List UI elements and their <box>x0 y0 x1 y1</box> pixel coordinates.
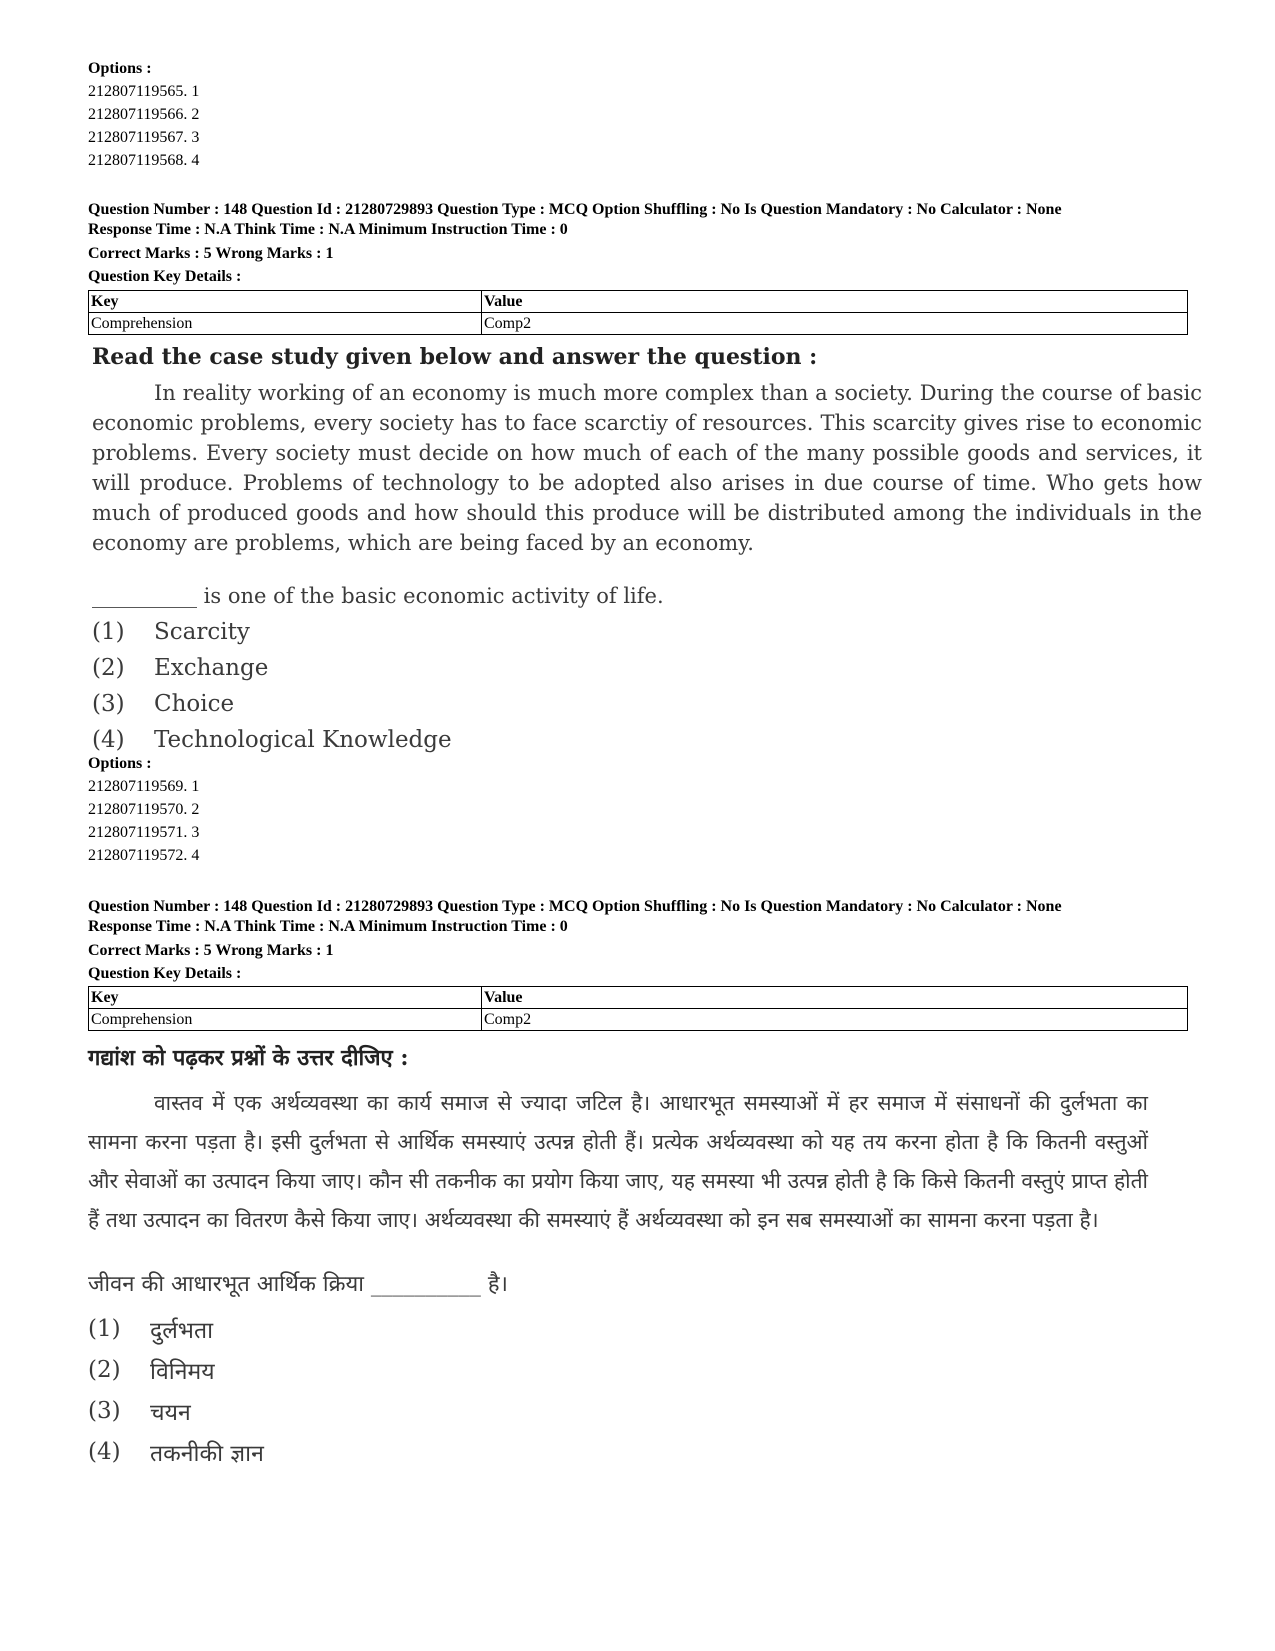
option-item: 212807119572. 4 <box>88 847 200 864</box>
table-row <box>89 1009 1188 1031</box>
options-label: Options : <box>88 755 152 772</box>
choice-number: (3) <box>88 1397 121 1424</box>
options-block <box>88 752 1188 867</box>
question-text: __________ is one of the basic economic activity of life. <box>92 584 664 608</box>
table-header-row <box>89 987 1188 1009</box>
question-meta <box>88 897 1188 937</box>
case-study-title: Read the case study given below and answer the question : <box>92 344 818 370</box>
choice-number: (1) <box>92 619 125 645</box>
case-study-title: गद्यांश को पढ़कर प्रश्नों के उत्तर दीजिए : <box>88 1045 409 1071</box>
question-key-details-label: Question Key Details : <box>88 268 242 285</box>
choice-text: तकनीकी ज्ञान <box>150 1440 264 1467</box>
choice-text: चयन <box>150 1399 191 1426</box>
question-meta-line: Question Number : 148 Question Id : 21280729893 Question Type : MCQ Option Shuffling : No Is Question Mandatory : No Calculator : None <box>88 898 1062 915</box>
table-cell-key: Comprehension <box>89 313 482 335</box>
choice-item <box>92 686 1202 722</box>
table-row <box>89 313 1188 335</box>
option-item: 212807119568. 4 <box>88 152 200 169</box>
question-meta-line: Question Number : 148 Question Id : 21280729893 Question Type : MCQ Option Shuffling : No Is Question Mandatory : No Calculator : None <box>88 201 1062 218</box>
choice-text: Exchange <box>154 655 269 681</box>
question-key-table <box>88 986 1188 1031</box>
table-header-key: Key <box>89 291 482 313</box>
choice-item <box>88 1431 1148 1472</box>
question-meta-line: Response Time : N.A Think Time : N.A Minimum Instruction Time : 0 <box>88 918 568 935</box>
question-marks-block <box>88 939 1188 985</box>
table-header-value: Value <box>482 291 1188 313</box>
question-key-table <box>88 290 1188 335</box>
choice-text: Scarcity <box>154 619 250 645</box>
choice-text: विनिमय <box>150 1358 215 1385</box>
option-item: 212807119569. 1 <box>88 778 200 795</box>
choice-list <box>92 614 1202 758</box>
table-header-row <box>89 291 1188 313</box>
choice-number: (2) <box>88 1356 121 1383</box>
choice-text: Technological Knowledge <box>154 727 452 753</box>
question-meta <box>88 200 1188 240</box>
question-meta-line: Response Time : N.A Think Time : N.A Minimum Instruction Time : 0 <box>88 221 568 238</box>
choice-text: Choice <box>154 691 235 717</box>
choice-item <box>88 1349 1148 1390</box>
question-image-english <box>92 344 1202 758</box>
choice-list <box>88 1308 1148 1472</box>
choice-number: (2) <box>92 655 125 681</box>
case-study-text: In reality working of an economy is much more complex than a society. During the course of basic economic problems, every society has to face scarctiy of resources. This scarcity gives rise to economic problems. Every society must decide on how much of each of the many possible goods and services, it will produce. Problems of technology to be adopted also arises in due course of time. Who gets how much of produced goods and how should this produce will be distributed among the individuals in the economy are problems, which are being faced by an economy. <box>92 381 1202 555</box>
question-marks-block <box>88 242 1188 288</box>
choice-number: (3) <box>92 691 125 717</box>
option-item: 212807119566. 2 <box>88 106 200 123</box>
question-image-hindi <box>88 1042 1148 1472</box>
choice-number: (4) <box>88 1438 121 1465</box>
options-label: Options : <box>88 60 152 77</box>
table-cell-value: Comp2 <box>482 1009 1188 1031</box>
choice-item <box>88 1308 1148 1349</box>
option-item: 212807119567. 3 <box>88 129 200 146</box>
table-header-key: Key <box>89 987 482 1009</box>
choice-text: दुर्लभता <box>150 1317 214 1344</box>
choice-item <box>88 1390 1148 1431</box>
question-key-details-label: Question Key Details : <box>88 965 242 982</box>
option-item: 212807119570. 2 <box>88 801 200 818</box>
choice-number: (4) <box>92 727 125 753</box>
choice-item <box>92 614 1202 650</box>
table-cell-key: Comprehension <box>89 1009 482 1031</box>
choice-item <box>92 650 1202 686</box>
question-text: जीवन की आधारभूत आर्थिक क्रिया __________ है। <box>88 1272 508 1297</box>
case-study-text: वास्तव में एक अर्थव्यवस्था का कार्य समाज से ज्यादा जटिल है। आधारभूत समस्याओं में हर समाज में संसाधनों की दुर्लभता का सामना करना पड़ता है। इसी दुर्लभता से आर्थिक समस्याएं उत्पन्न होती हैं। प्रत्येक अर्थव्यवस्था को यह तय करना होता है कि कितनी वस्तुओं और सेवाओं का उत्पादन किया जाए। कौन सी तकनीक का प्रयोग किया जाए, यह समस्या भी उत्पन्न होती है कि किसे कितनी वस्तुएं प्राप्त होती हैं तथा उत्पादन का वितरण कैसे किया जाए। अर्थव्यवस्था की समस्याएं हैं अर्थव्यवस्था को इन सब समस्याओं का सामना करना पड़ता है। <box>88 1091 1148 1232</box>
table-header-value: Value <box>482 987 1188 1009</box>
option-item: 212807119565. 1 <box>88 83 200 100</box>
question-marks: Correct Marks : 5 Wrong Marks : 1 <box>88 942 334 959</box>
question-marks: Correct Marks : 5 Wrong Marks : 1 <box>88 245 334 262</box>
option-item: 212807119571. 3 <box>88 824 200 841</box>
table-cell-value: Comp2 <box>482 313 1188 335</box>
choice-number: (1) <box>88 1315 121 1342</box>
options-block-top <box>88 57 1188 172</box>
